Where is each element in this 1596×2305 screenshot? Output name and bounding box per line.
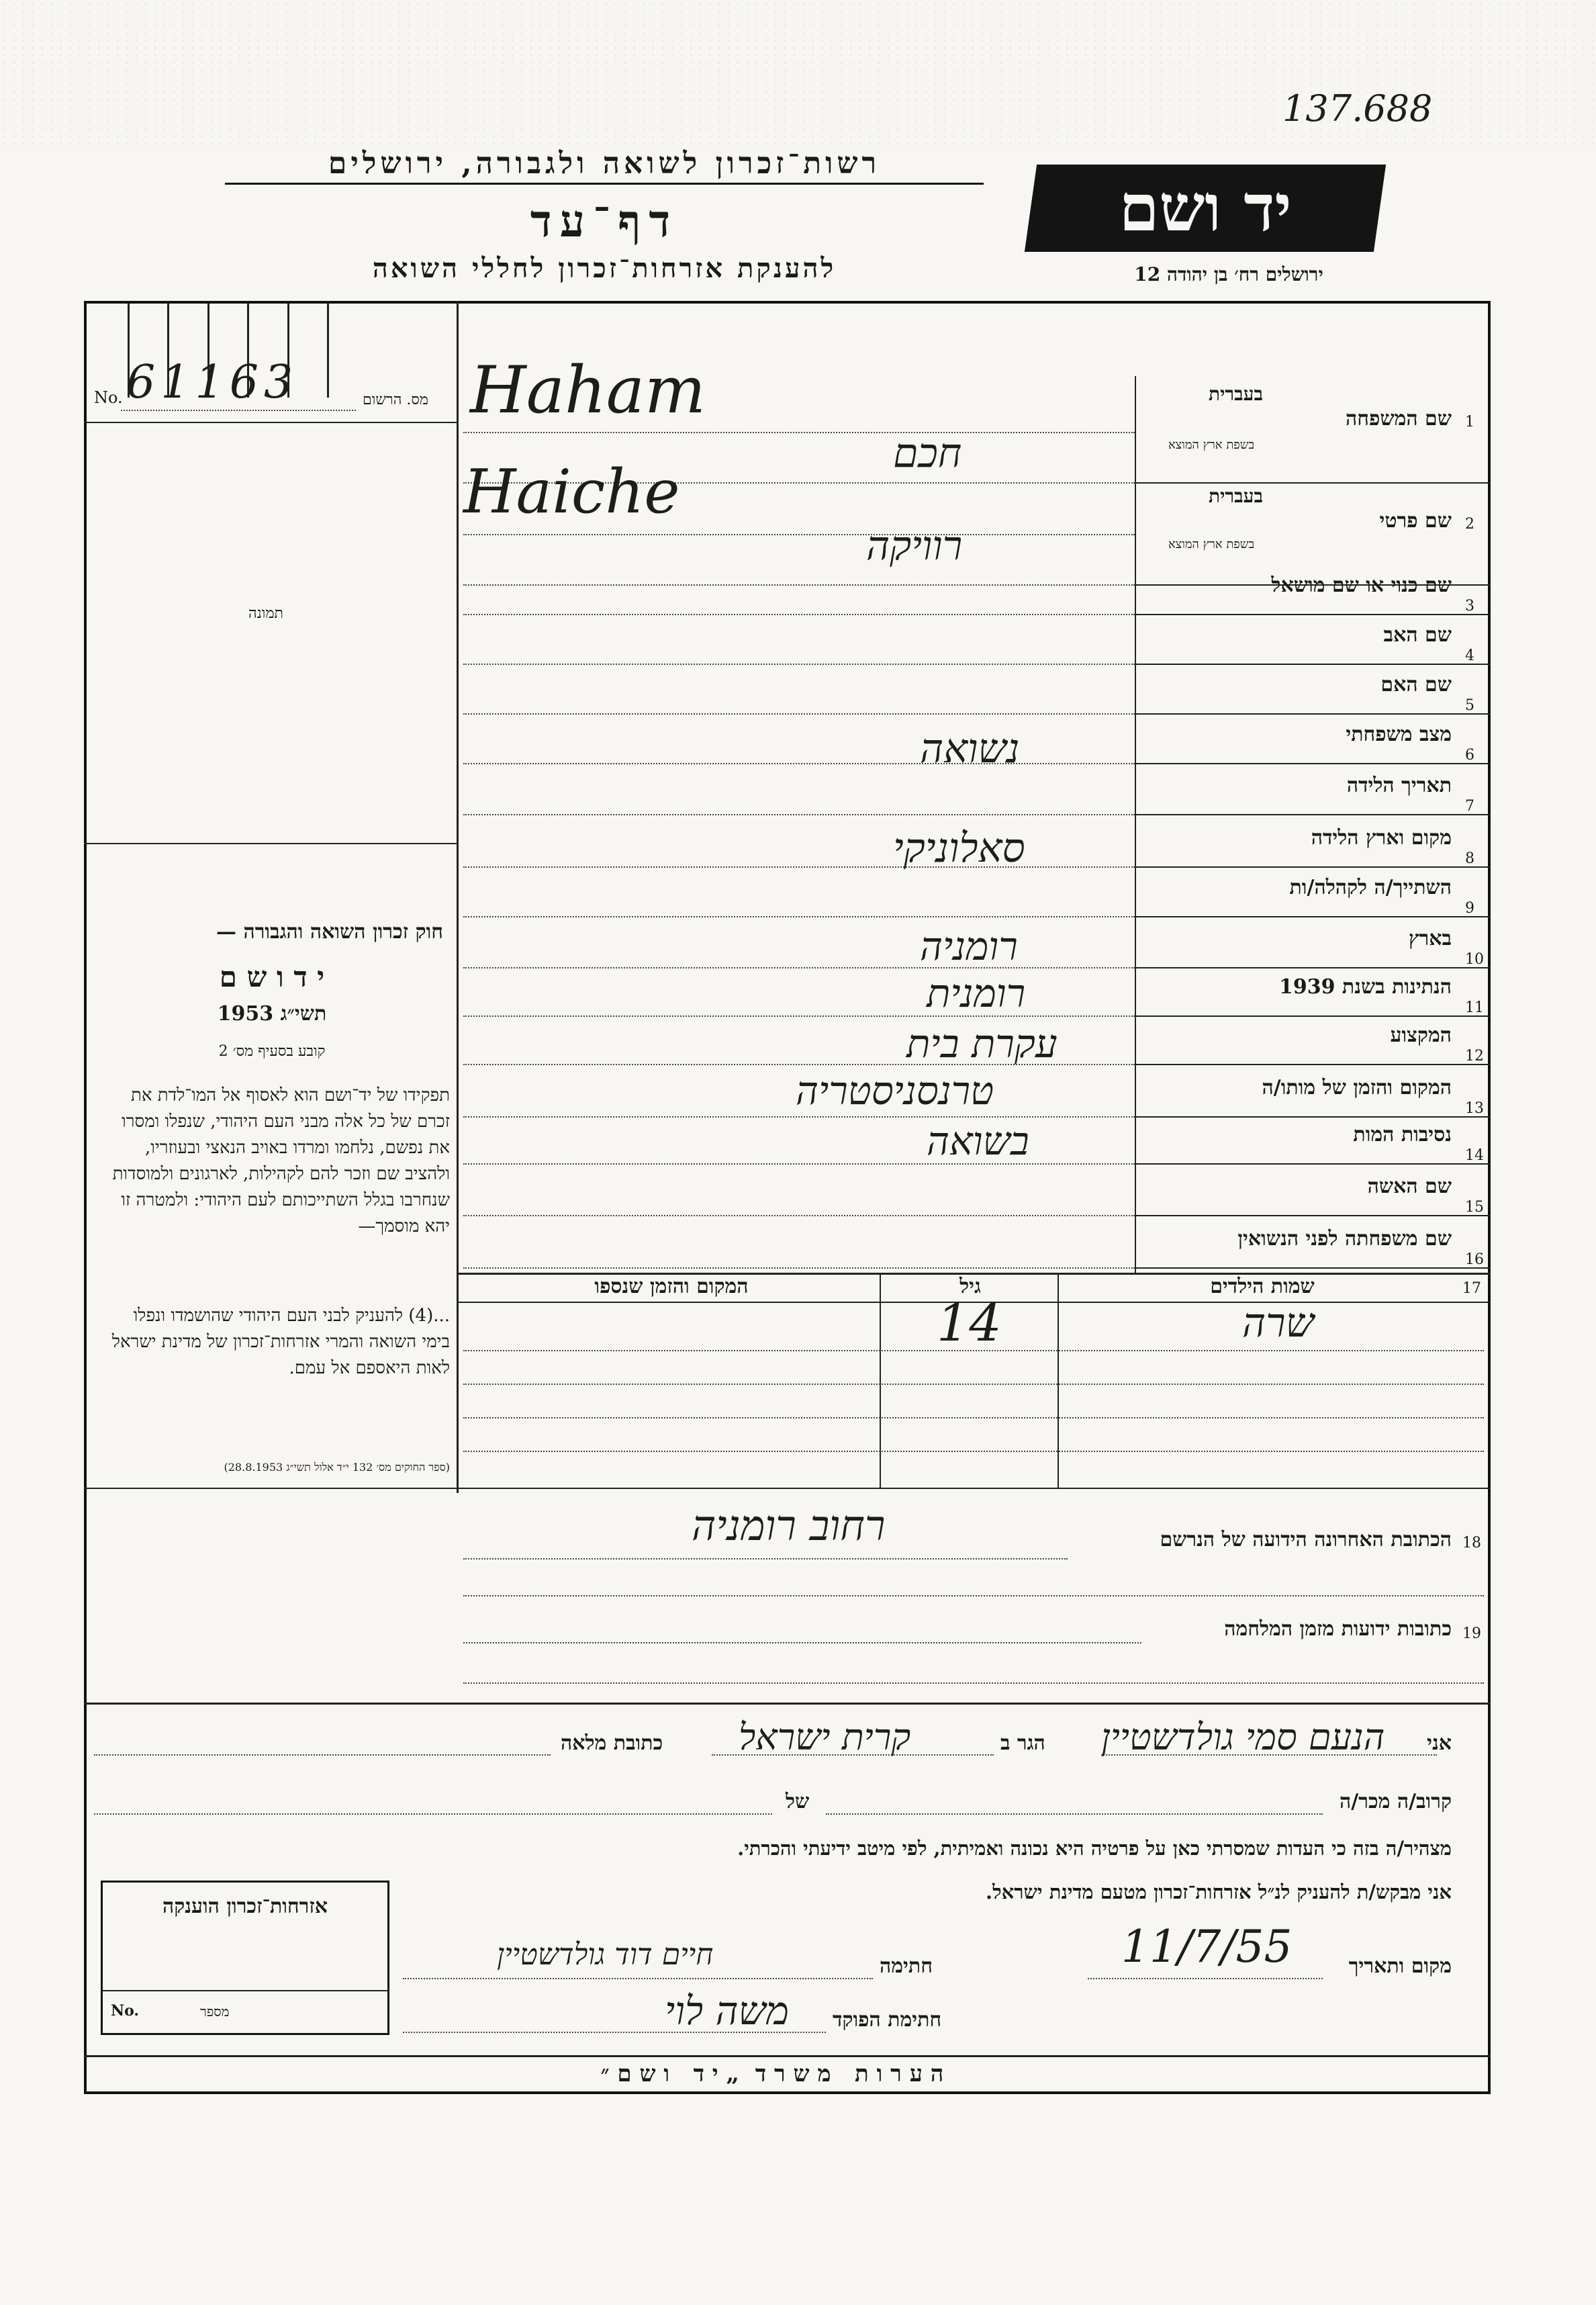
form-subtitle: להענקת אזרחות־זכרון לחללי השואה — [372, 253, 837, 284]
field-number: 9 — [1465, 900, 1474, 917]
children-name-header: שמות הילדים — [1210, 1275, 1315, 1298]
field-number: 4 — [1465, 647, 1474, 664]
declaration-statement-1: מצהיר/ה בזה כי העדות שמסרתי כאן על פרטיה היא נכונה ואמיתית, לפי מיטב ידיעתי והכרתי. — [737, 1837, 1452, 1860]
left-column-divider — [457, 301, 459, 1493]
children-row-line-4 — [463, 1451, 1484, 1452]
field18-line — [463, 1558, 1068, 1560]
field2-hebrew-label: בעברית — [1209, 485, 1264, 507]
field-line — [463, 1215, 1135, 1216]
signature-value: חיים דוד גולדשטיין — [497, 1938, 714, 1972]
field-label-separator — [1135, 1116, 1491, 1118]
field-label: המקום והזמן של מותו/ה — [1262, 1076, 1452, 1099]
field-label-separator — [1135, 1267, 1491, 1269]
citizenship-box-title: אזרחות־זכרון הוענקה — [162, 1895, 328, 1918]
field18-label: הכתובת האחרונה הידועה של הנרשם — [1160, 1528, 1452, 1551]
address-line-dots — [94, 1754, 551, 1756]
field-label: שם משפחתה לפני הנשואין — [1237, 1227, 1452, 1251]
field-number: 3 — [1465, 598, 1474, 615]
declaration-statement-2: אני מבקש/ת להעניק לנ״ל אזרחות־זכרון מטעם מדינת ישראל. — [986, 1881, 1452, 1903]
field-label-separator — [1135, 814, 1491, 815]
field-label: מקום וארץ הלידה — [1311, 826, 1452, 850]
field-label: הנתינות בשנת 1939 — [1278, 975, 1452, 999]
children-col-divider-2 — [1058, 1273, 1059, 1488]
field-label: שם פרטי — [1379, 509, 1452, 533]
field-line — [463, 1015, 1135, 1017]
field-label: שם האם — [1380, 673, 1452, 696]
address-label: כתובת מלאה — [561, 1731, 663, 1755]
field-number: 13 — [1465, 1100, 1484, 1117]
field-label-separator — [1135, 866, 1491, 868]
law-paragraph-1: תפקידו של יד־ושם הוא לאסוף אל המו־לדת את זכרם של כל אלה מבני העם היהודי, שנפלו ומסרו את נפשם, נלחמו ומרדו באויב הנאצי ובעוזריו, ולהציב שם וזכר להם לקהילות, לארגונים ולמוסדות שנחרבו בגלל השתייכותם לעם היהודי: ולמטרה זו יהא מוסמך— — [112, 1085, 450, 1236]
field-label: מצב משפחתי — [1346, 723, 1452, 746]
field-line — [463, 814, 1135, 815]
last-address-value: רחוב רומניה — [692, 1501, 886, 1550]
country-value: רומניה — [920, 923, 1018, 969]
field-label: בארץ — [1408, 927, 1452, 950]
children-table-bottom — [84, 1488, 1491, 1489]
form-title: דף־עד — [530, 195, 679, 247]
child-age-value: 14 — [937, 1293, 1002, 1353]
field-line — [463, 584, 1135, 586]
field-label: שם האשה — [1367, 1175, 1452, 1198]
field-line — [463, 1267, 1135, 1269]
field19-label: כתובות ידועות מזמן המלחמה — [1224, 1617, 1452, 1641]
field-number: 10 — [1465, 951, 1484, 968]
field-label-separator — [1135, 916, 1491, 917]
field19-number: 19 — [1462, 1625, 1481, 1642]
citizenship-no-label: No. — [111, 2002, 140, 2020]
field-label-separator — [1135, 967, 1491, 968]
surname-latin-value: Haham — [470, 353, 706, 428]
field19-line — [463, 1642, 1141, 1643]
field-line — [463, 1116, 1135, 1118]
field-line — [463, 614, 1135, 615]
law-year: תשי״ג 1953 — [217, 1002, 327, 1026]
field-label: השתייך/ה לקהלה/ות — [1289, 876, 1452, 899]
children-row-line-3 — [463, 1417, 1484, 1418]
place-date-value: 11/7/55 — [1121, 1921, 1293, 1973]
death-place-value: טרנסניסטריה — [796, 1068, 994, 1114]
profession-value: עקרת בית — [906, 1021, 1058, 1067]
field-line — [463, 713, 1135, 715]
label-column-divider — [1135, 376, 1136, 1273]
of-label: של — [786, 1790, 810, 1813]
logo-text: יד ושם — [1119, 170, 1292, 246]
death-circumstances-value: בשואה — [927, 1118, 1029, 1164]
relative-label: קרוב/ה מכר/ה — [1340, 1790, 1452, 1813]
authority-heading: רשות־זכרון לשואה ולגבורה, ירושלים — [328, 146, 881, 181]
field-number: 7 — [1465, 798, 1474, 815]
registration-no-label: No. — [94, 388, 123, 407]
footer-text: ה ע ר ו ת מ ש ר ד „ י ד ו ש ם ״ — [600, 2061, 944, 2087]
birthplace-value: סאלוניקי — [893, 825, 1025, 872]
marital-status-value: נשואה — [920, 725, 1020, 772]
field-number: 15 — [1465, 1199, 1484, 1216]
footer-line — [84, 2055, 1491, 2057]
field-label: נסיבות המות — [1353, 1123, 1452, 1146]
field-label-separator — [1135, 1215, 1491, 1216]
field17-number: 17 — [1462, 1280, 1481, 1297]
signature-line — [403, 1978, 873, 1979]
registration-number: 61163 — [126, 356, 299, 409]
field-label-separator — [1135, 763, 1491, 764]
field-line — [463, 664, 1135, 665]
photo-bottom-line — [84, 843, 457, 844]
law-citation: (ספר החוקים מס׳ 132 י״ד אלול תשי״ג 28.8.1953) — [224, 1461, 450, 1474]
field18-number: 18 — [1462, 1535, 1481, 1551]
resident-label: הגר ב — [1000, 1731, 1045, 1755]
registration-label: מס. הרשום — [363, 392, 428, 408]
resident-value: קרית ישראל — [739, 1716, 911, 1758]
field-line — [463, 916, 1135, 917]
field-number: 1 — [1465, 414, 1474, 431]
place-date-label: מקום ותאריך — [1348, 1954, 1452, 1978]
law-paragraph-2: ...(4) להעניק לבני העם היהודי שהושמדו ונפלו בימי השואה והמרי אזרחות־זכרון של מדינת ישראל לאות היאספם אל עמם. — [111, 1306, 450, 1378]
field-label: שם האב — [1383, 623, 1452, 647]
field-number: 12 — [1465, 1048, 1484, 1065]
child-name-value: שרה — [1242, 1300, 1315, 1347]
authority-underline — [225, 183, 984, 185]
field1-hebrew-label: בעברית — [1209, 383, 1264, 405]
yad-vashem-logo — [1025, 165, 1386, 252]
field-label: תאריך הלידה — [1346, 774, 1452, 797]
field-label-separator — [1135, 1015, 1491, 1017]
field-number: 5 — [1465, 697, 1474, 714]
of-line — [94, 1813, 772, 1815]
field-label: שם כנוי או שם מושאל — [1271, 574, 1452, 597]
address-line: ירושלים רח׳ בן יהודה 12 — [1134, 263, 1323, 285]
field-label-separator — [1135, 713, 1491, 715]
field-native-line — [463, 534, 1135, 535]
field-label-separator — [1135, 1163, 1491, 1165]
declaration-top-line — [84, 1703, 1491, 1705]
citizenship-1939-value: רומנית — [927, 970, 1026, 1016]
field-label-separator — [1135, 482, 1491, 484]
field-label: שם המשפחה — [1345, 407, 1452, 431]
field-line — [463, 763, 1135, 764]
field-label-separator — [1135, 664, 1491, 665]
law-name: י ד ו ש ם — [219, 960, 325, 993]
surname-value: חכם — [893, 430, 962, 477]
officer-signature-label: חתימת הפוקד — [833, 2008, 942, 2032]
field19-line-2 — [463, 1682, 1484, 1684]
citizenship-box — [101, 1881, 389, 2035]
field-line — [463, 866, 1135, 868]
field-label-separator — [1135, 614, 1491, 615]
children-row-line-2 — [463, 1384, 1484, 1385]
children-col-divider-1 — [880, 1273, 881, 1488]
field-number: 11 — [1465, 999, 1484, 1016]
field-line — [463, 967, 1135, 968]
firstname-latin-value: Haiche — [463, 457, 680, 527]
declarant-name-value: הנעם סמי גולדשטיין — [1101, 1716, 1385, 1758]
field-label: המקצוע — [1390, 1024, 1452, 1047]
photo-label: תמונה — [248, 605, 283, 622]
firstname-value: רוויקה — [866, 523, 963, 570]
declaration-i-label: אני — [1427, 1731, 1452, 1755]
place-date-line — [1088, 1978, 1323, 1979]
field2-native-label: בשפת ארץ המוצא — [1168, 537, 1255, 551]
law-title: חוק זכרון השואה והגבורה — — [216, 920, 443, 944]
citizenship-number-label: מספר — [200, 2003, 230, 2020]
registration-line — [121, 410, 356, 411]
field-native-line — [463, 432, 1135, 433]
field-number: 6 — [1465, 747, 1474, 764]
field1-native-label: בשפת ארץ המוצא — [1168, 438, 1255, 452]
children-place-header: המקום והזמן שנספו — [594, 1275, 749, 1298]
field-number: 16 — [1465, 1251, 1484, 1268]
field-number: 8 — [1465, 850, 1474, 867]
field-line — [463, 1163, 1135, 1165]
field-label-separator — [1135, 1064, 1491, 1065]
field-number: 2 — [1465, 516, 1474, 533]
officer-signature-value: משה לוי — [665, 1988, 790, 2034]
children-age-header: גיל — [959, 1275, 981, 1298]
relative-line — [826, 1813, 1323, 1815]
signature-label: חתימה — [880, 1954, 933, 1978]
field-number: 14 — [1465, 1147, 1484, 1164]
photo-top-line — [84, 422, 457, 423]
law-clause: קובע בסעיף מס׳ 2 — [218, 1043, 326, 1060]
field18-line-2 — [463, 1595, 1484, 1596]
archive-number: 137.688 — [1282, 87, 1433, 130]
